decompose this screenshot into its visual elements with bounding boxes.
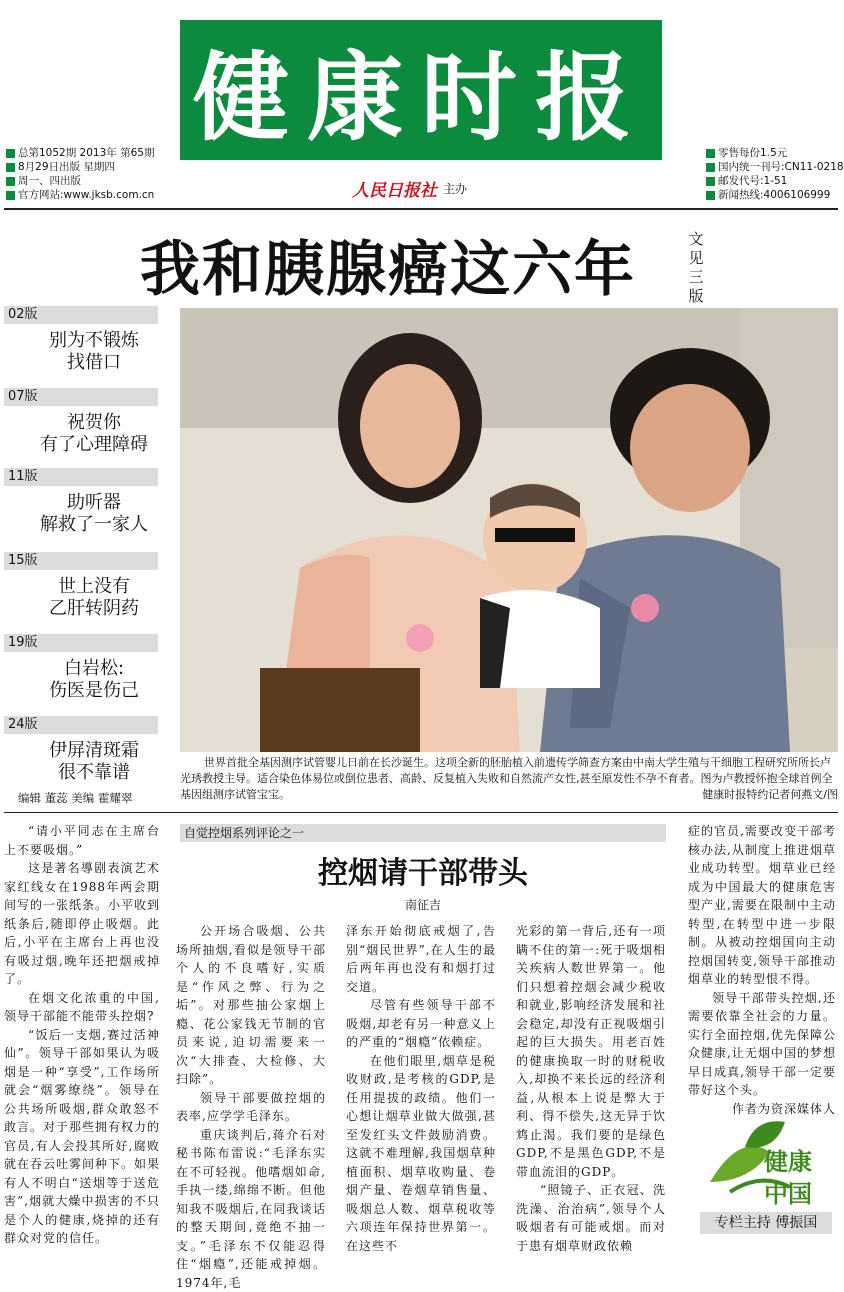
index-page-tag[interactable]: 24版 [4,716,158,734]
price-info-line: 国内统一刊号:CN11-0218 [718,160,844,174]
index-page-tag[interactable]: 15版 [4,552,158,570]
article-column [4,822,160,1248]
index-title[interactable] [4,412,184,456]
index-title[interactable] [4,330,184,374]
paragraph: 光彩的第一背后,还有一项瞒不住的第一:死于吸烟相关疾病人数世界第一。他们只想着控烟会减少税收和就业,影响经济发展和社会稳定,却没有正视吸烟引起的巨大损失。用老百姓的健康换取一时的财税收入,却换不来长远的经济利益,从根本上说是弊大于利、得不偿失,这无异于饮鸩止渴。我们要的是绿色GDP,不是黑色GDP,不是带血流泪的GDP。 [516,922,666,1181]
news-photo [180,308,838,752]
top-rule [4,208,838,210]
index-title-line: 有了心理障碍 [4,434,184,456]
index-title-line: 很不靠谱 [4,762,184,784]
see-page-ref: 文见三版 [684,230,708,306]
index-title-line: 白岩松: [4,658,184,680]
article-byline: 作者为资深媒体人 [688,1100,836,1119]
publisher-brand: 人民日报社 [352,176,437,201]
index-title[interactable] [4,576,184,620]
paragraph: 重庆谈判后,蒋介石对秘书陈布雷说:“毛泽东实在不可轻视。他嗜烟如命,手执一缕,绵绵不断。但他知我不吸烟后,在同我谈话的整天期间,竟绝不抽一支。”毛泽东不仅能忍得住“烟瘾”,还能戒掉烟。1974年,毛 [176,1126,326,1292]
photo-credit: 健康时报特约记者何燕文/图 [678,787,838,803]
issue-info-line: 8月29日出版 星期四 [18,160,115,174]
health-china-logo [700,1112,832,1212]
newspaper-title: 健康时报 [193,22,649,159]
paragraph: 泽东开始彻底戒烟了,告别“烟民世界”,在人生的最后两年再也没有和烟打过交道。 [346,922,496,996]
price-info [706,146,844,202]
index-title[interactable] [4,492,184,536]
index-page-tag[interactable]: 11版 [4,468,158,486]
article-column [516,922,666,1255]
article-author: 南征吉 [180,896,666,913]
series-tag: 自觉控烟系列评论之一 [180,824,666,842]
paragraph: “饭后一支烟,赛过活神仙”。领导干部如果认为吸烟是一种“享受”,工作场所就会“烟雾缭绕”。领导在公共场所吸烟,群众敢怒不敢言。对于那些拥有权力的官员,有人会投其所好,腐败就在吞云吐雾间种下。如果有人不明白“送烟等于送危害”,烟就大燥中损害的不只是个人的健康,烧掉的还有群众对党的信任。 [4,1026,160,1248]
leaf-icon [700,1112,832,1212]
caption-text: 世界首批全基因测序试管婴儿日前在长沙诞生。这项全新的胚胎植入前遗传学筛查方案由中南大学生殖与干细胞工程研究所所长卢光琇教授主导。适合染色体易位或倒位患者、高龄、反复植入失败和自然流产女性,甚至原发性不孕不育者。图为卢教授怀抱全球首例全基因组测序试管宝宝。 [180,756,833,801]
photo-caption [180,755,838,803]
editors-credit: 编辑 董蕊 美编 霍耀翠 [18,790,132,806]
paragraph: “请小平同志在主席台上不要吸烟。” [4,822,160,859]
index-title[interactable] [4,658,184,702]
publisher-line [352,176,467,201]
article-title: 控烟请干部带头 [180,848,666,892]
price-info-line: 邮发代号:1-51 [718,174,787,188]
paragraph: 尽管有些领导干部不吸烟,却老有另一种意义上的严重的“烟瘾”依赖症。 [346,996,496,1052]
index-title-line: 找借口 [4,352,184,374]
index-page-tag[interactable]: 02版 [4,306,158,324]
index-title[interactable] [4,740,184,784]
issue-info-line: 周一、四出版 [18,174,81,188]
section-rule [4,812,838,813]
headline: 我和胰腺癌这六年 [140,222,636,308]
index-title-line: 祝贺你 [4,412,184,434]
index-title-line: 世上没有 [4,576,184,598]
article-column [688,822,836,1118]
paragraph: 在烟文化浓重的中国,领导干部能不能带头控烟? [4,989,160,1026]
index-page-tag[interactable]: 19版 [4,634,158,652]
paragraph: 领导干部带头控烟,还需要依靠全社会的力量。实行全面控烟,优先保障公众健康,让无烟中国的梦想早日成真,领导干部一定要带好这个头。 [688,989,836,1100]
index-title-line: 伤医是伤己 [4,680,184,702]
masthead [180,20,662,160]
paragraph: “照镜子、正衣冠、洗洗澡、治治病”,领导个人吸烟者有可能戒烟。而对于患有烟草财政依赖 [516,1181,666,1255]
paragraph: 领导干部要做控烟的表率,应学学毛泽东。 [176,1089,326,1126]
hotline-line: 新闻热线:4006106999 [718,188,830,202]
website-line: 官方网站:www.jksb.com.cn [18,188,154,202]
index-page-tag[interactable]: 07版 [4,388,158,406]
article-column [346,922,496,1255]
publisher-role: 主办 [443,180,467,197]
issue-info-line: 总第1052期 2013年 第65期 [18,146,154,160]
issue-info [6,146,154,202]
photo-illustration [180,308,838,752]
price-info-line: 零售每份1.5元 [718,146,787,160]
paragraph: 症的官员,需要改变干部考核办法,从制度上推进烟草业成功转型。烟草业已经成为中国最大的健康危害型产业,需要在限制中主动转型,在转型中进一步限制。从被动控烟国向主动控烟国转变,领导干部推动烟草业的转型恨不得。 [688,822,836,989]
paragraph: 公开场合吸烟、公共场所抽烟,看似是领导干部个人的不良嗜好,实质是“作风之弊、行为之垢”。对那些抽公家烟上瘾、花公家钱无节制的官员来说,迫切需要来一次“大排查、大检修、大扫除”。 [176,922,326,1089]
index-title-line: 助听器 [4,492,184,514]
logo-line-1: 健康 [763,1148,812,1176]
paragraph: 这是著名導剧表演艺术家红线女在1988年两会期间写的一张纸条。小平收到纸条后,随即停止吸烟。此后,小平在主席台上再也没有吸过烟,晚年还把烟戒掉了。 [4,859,160,989]
logo-line-2: 中国 [764,1180,812,1208]
column-host: 专栏主持 傅振国 [700,1212,832,1234]
index-title-line: 别为不锻炼 [4,330,184,352]
index-title-line: 解救了一家人 [4,514,184,536]
index-title-line: 伊屏清斑霜 [4,740,184,762]
index-title-line: 乙肝转阴药 [4,598,184,620]
paragraph: 在他们眼里,烟草是税收财政,是考核的GDP,是任用提拔的政绩。他们一心想让烟草业做大做强,甚至发红头文件鼓励消费。这就不难理解,我国烟草种植面积、烟草收购量、卷烟产量、卷烟草销售量、吸烟总人数、烟草税收等六项连年保持世界第一。在这些不 [346,1052,496,1256]
article-column [176,922,326,1292]
